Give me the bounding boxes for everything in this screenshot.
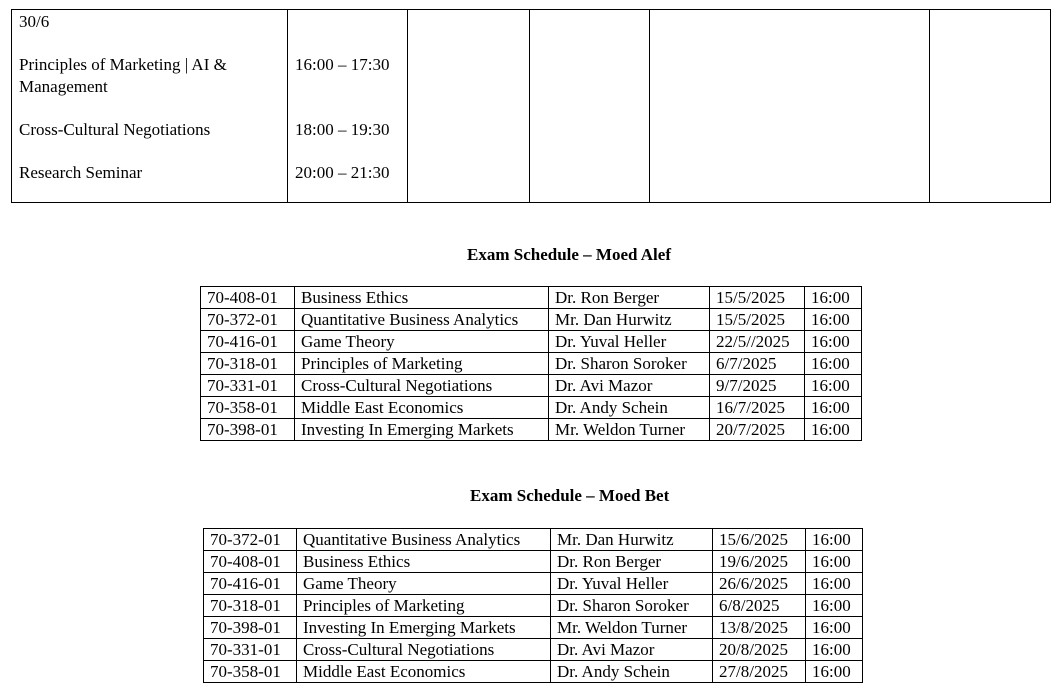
exam-time: 16:00 [806, 529, 863, 551]
table-row [204, 595, 863, 617]
lecturer: Dr. Avi Mazor [551, 639, 713, 661]
course-code: 70-372-01 [201, 309, 295, 331]
empty-cell [650, 10, 930, 203]
course-name: Investing In Emerging Markets [295, 419, 549, 441]
table-row [204, 639, 863, 661]
exam-date: 15/5/2025 [710, 309, 805, 331]
course-name: Business Ethics [295, 287, 549, 309]
daily-schedule-table [11, 9, 1051, 203]
exam-time: 16:00 [806, 551, 863, 573]
exam-time: 16:00 [806, 595, 863, 617]
course-code: 70-372-01 [204, 529, 297, 551]
lecturer: Dr. Andy Schein [551, 661, 713, 683]
course-code: 70-331-01 [204, 639, 297, 661]
table-row [204, 551, 863, 573]
exam-date: 19/6/2025 [713, 551, 806, 573]
lecturer: Dr. Ron Berger [549, 287, 710, 309]
daily-schedule-row [12, 10, 1051, 203]
exam-time: 16:00 [805, 331, 862, 353]
exam-time: 16:00 [805, 419, 862, 441]
exam-date: 13/8/2025 [713, 617, 806, 639]
exam-date: 15/6/2025 [713, 529, 806, 551]
exam-date: 6/7/2025 [710, 353, 805, 375]
table-row [201, 309, 862, 331]
exam-date: 22/5//2025 [710, 331, 805, 353]
course-code: 70-416-01 [201, 331, 295, 353]
session-time: 16:00 – 17:30 [295, 55, 390, 74]
empty-cell [930, 10, 1051, 203]
course-name: Game Theory [297, 573, 551, 595]
table-row [201, 397, 862, 419]
table-row [201, 331, 862, 353]
time-cell [288, 10, 408, 203]
session-course: Research Seminar [19, 163, 143, 182]
session-course: Principles of Marketing | AI & Management [19, 55, 227, 96]
exam-time: 16:00 [805, 375, 862, 397]
exam-time: 16:00 [806, 617, 863, 639]
course-code: 70-398-01 [204, 617, 297, 639]
lecturer: Dr. Andy Schein [549, 397, 710, 419]
course-name: Quantitative Business Analytics [297, 529, 551, 551]
course-name: Game Theory [295, 331, 549, 353]
exam-schedule-alef-title: Exam Schedule – Moed Alef [467, 245, 671, 264]
lecturer: Dr. Yuval Heller [551, 573, 713, 595]
table-row [201, 353, 862, 375]
table-row [201, 419, 862, 441]
exam-date: 20/8/2025 [713, 639, 806, 661]
lecturer: Dr. Sharon Soroker [549, 353, 710, 375]
course-name: Business Ethics [297, 551, 551, 573]
course-code: 70-358-01 [204, 661, 297, 683]
table-row [204, 573, 863, 595]
lecturer: Dr. Avi Mazor [549, 375, 710, 397]
exam-time: 16:00 [806, 573, 863, 595]
table-row [201, 287, 862, 309]
exam-date: 6/8/2025 [713, 595, 806, 617]
course-name: Quantitative Business Analytics [295, 309, 549, 331]
exam-date: 26/6/2025 [713, 573, 806, 595]
session-time: 18:00 – 19:30 [295, 120, 390, 139]
course-name: Middle East Economics [295, 397, 549, 419]
course-code: 70-408-01 [201, 287, 295, 309]
course-cell [12, 10, 288, 203]
course-name: Investing In Emerging Markets [297, 617, 551, 639]
lecturer: Mr. Dan Hurwitz [549, 309, 710, 331]
exam-time: 16:00 [805, 353, 862, 375]
exam-time: 16:00 [806, 639, 863, 661]
course-name: Principles of Marketing [295, 353, 549, 375]
course-name: Principles of Marketing [297, 595, 551, 617]
empty-cell [530, 10, 650, 203]
table-row [204, 617, 863, 639]
course-code: 70-331-01 [201, 375, 295, 397]
course-code: 70-398-01 [201, 419, 295, 441]
lecturer: Dr. Sharon Soroker [551, 595, 713, 617]
schedule-date: 30/6 [19, 12, 50, 31]
exam-time: 16:00 [806, 661, 863, 683]
lecturer: Mr. Weldon Turner [549, 419, 710, 441]
course-code: 70-408-01 [204, 551, 297, 573]
course-code: 70-318-01 [201, 353, 295, 375]
exam-schedule-alef-table [200, 286, 862, 441]
course-code: 70-318-01 [204, 595, 297, 617]
exam-time: 16:00 [805, 309, 862, 331]
lecturer: Dr. Yuval Heller [549, 331, 710, 353]
lecturer: Mr. Dan Hurwitz [551, 529, 713, 551]
course-name: Cross-Cultural Negotiations [297, 639, 551, 661]
exam-time: 16:00 [805, 397, 862, 419]
table-row [204, 529, 863, 551]
lecturer: Dr. Ron Berger [551, 551, 713, 573]
exam-date: 20/7/2025 [710, 419, 805, 441]
session-time: 20:00 – 21:30 [295, 163, 390, 182]
table-row [204, 661, 863, 683]
exam-date: 16/7/2025 [710, 397, 805, 419]
exam-schedule-bet-title: Exam Schedule – Moed Bet [470, 486, 670, 505]
course-code: 70-358-01 [201, 397, 295, 419]
course-code: 70-416-01 [204, 573, 297, 595]
course-name: Cross-Cultural Negotiations [295, 375, 549, 397]
exam-date: 27/8/2025 [713, 661, 806, 683]
session-course: Cross-Cultural Negotiations [19, 120, 211, 139]
exam-date: 9/7/2025 [710, 375, 805, 397]
exam-time: 16:00 [805, 287, 862, 309]
exam-date: 15/5/2025 [710, 287, 805, 309]
lecturer: Mr. Weldon Turner [551, 617, 713, 639]
empty-cell [408, 10, 530, 203]
course-name: Middle East Economics [297, 661, 551, 683]
table-row [201, 375, 862, 397]
exam-schedule-bet-table [203, 528, 863, 683]
